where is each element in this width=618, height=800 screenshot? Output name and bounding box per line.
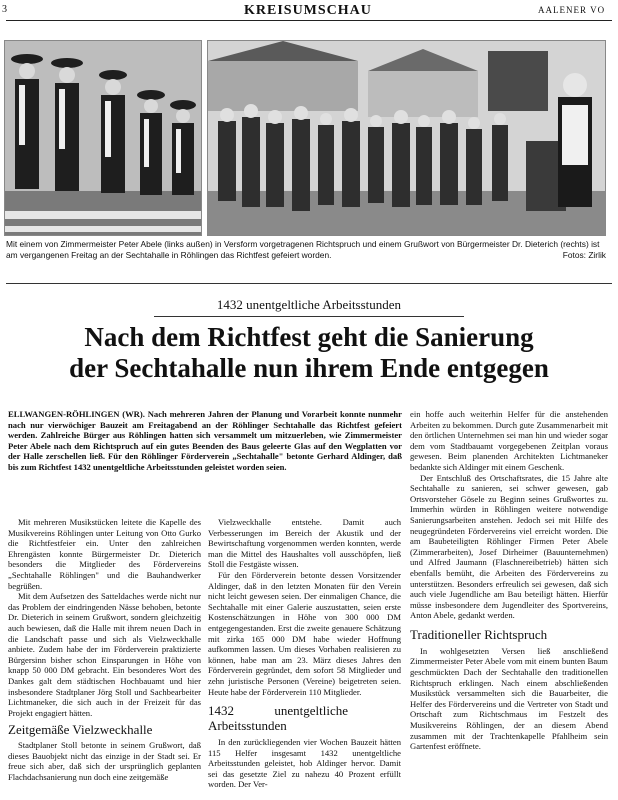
- body-paragraph: Mit mehreren Musikstücken leitete die Kapelle des Musikvereins Röhlingen unter Leitung von Otto Gurko die Richtfestfeier ein. Unter den zahlreichen Ehrengästen konnte Bürgermeister Dr. Dieterich besonders die Mitglieder des Fördervereins „Sechtahalle Röhlingen" und die Bauhandwerker begrüßen.: [8, 517, 201, 591]
- article-headline: [0, 322, 618, 384]
- photo-carpenters: [4, 40, 202, 236]
- page-number: 3: [2, 4, 7, 15]
- body-paragraph: In den zurückliegenden vier Wochen Bauzeit hätten 115 Helfer insgesamt 1432 unentgeltliche Arbeitsstunden geleistet, hob Aldinger hervor. Damit sei das gesetzte Ziel zu nahezu 40 Prozent erfüllt worden. Der Ver-: [208, 737, 401, 790]
- kicker-rule: [154, 316, 464, 317]
- headline-line-2: der Sechtahalle nun ihrem Ende entgegen: [69, 353, 549, 383]
- section-title: KREISUMSCHAU: [244, 3, 372, 18]
- article-column-1: [8, 517, 201, 783]
- body-paragraph: Für den Förderverein betonte dessen Vorsitzender Aldinger, daß in den letzten Monaten für den Verein nicht leicht gewesen seien. Der einmaligen Chance, die Sechtahalle mit einer Galerie auszustatten, seien erste Kostenschätzungen in Höhe von 300 000 DM entgegengestanden. Erst die zweite genauere Schätzung mit zirka 165 000 DM habe wieder Hoffnung aufkommen lassen. Um dieses Vorhaben realisieren zu können, habe man am 23. März dieses Jahres den Förderverein gegründet, dem sofort 58 Mitglieder und zehn juristische Personen (Vereine) beigetreten seien. Heute habe der Förderverein 110 Mitglieder.: [208, 569, 401, 697]
- newspaper-name: AALENER VO: [538, 5, 606, 15]
- body-paragraph: In wohlgesetzten Versen ließ anschließend Zimmermeister Peter Abele vom mit einem bunten Baum geschmückten Dach der Sechtahalle den traditionellen Richtspruch erklingen. Nach einem abschließenden Musikstück versammelten sich die Bauarbeiter, die Helfer des Fördervereins und die Vertreter von Stadt und Ortschaft zum Richtschmaus im Festzelt des Musikvereins Röhlingen, der an diesem Abend zusammen mit der Trachtenkapelle Pfahlheim sein Gartenfest eröffnete.: [410, 645, 608, 752]
- article-lead: ELLWANGEN-RÖHLINGEN (WR). Nach mehreren Jahren der Planung und Vorarbeit konnte nunmehr nach nur vierwöchiger Bauzeit am Freitagabend an der Röhlinger Sechtahalle das Richtfest gefeiert werden. Zahlreiche Bürger aus Röhlingen hatten sich versammelt um mitzuerleben, wie Zimmermeister Peter Abele nach dem Richtspruch auf ein gutes Beenden des Baus geleerte Glas auf den Wegplatten vor der Halle zerschellen ließ. Für den Röhlinger Förderverein „Sechtahalle" betonte Gerhard Aldinger, daß bis zum Richtfest 1432 unentgeltliche Arbeitsstunden geleistet worden seien.: [8, 409, 402, 472]
- article-column-3: [410, 409, 608, 752]
- photo-festival-guests: [207, 40, 606, 236]
- body-paragraph: Stadtplaner Stoll betonte in seinem Grußwort, daß dieses Bauobjekt nicht das einzige in der Stadt sei. Er freue sich aber, daß sich der ursprünglich geplanten Flachdachsanierung nun doch eine zeitgemäße: [8, 740, 201, 783]
- body-paragraph: ein hoffe auch weiterhin Helfer für die anstehenden Arbeiten zu bekommen. Durch gute Zusammenarbeit mit den örtlichen Unternehmen sei man hin und wieder sogar dem vom Stadtbauamt vorgegebenen Zeitplan voraus gewesen. Beim planenden Architekten Lichtmaneker bedankte sich Aldinger mit einem Geschenk.: [410, 409, 608, 472]
- subheading-richtspruch: Traditioneller Richtspruch: [410, 626, 548, 642]
- article-column-2: [208, 517, 401, 790]
- body-paragraph: Der Entschluß des Ortschaftsrates, die 15 Jahre alte Sechtahalle zu sanieren, sei schwer gewesen, gab Ortsvorsteher Gösele zu Beginn seines Grußwortes zu. Immerhin würden in Röhlingen weitere notwendige Sanierungsarbeiten anstehen. Jedoch sei mit Hilfe des neugegründeten Fördervereins viel erreicht worden. Die am Baubeteiligten Röhlinger Firmen Peter Abele (Zimmerarbeiten), Josef Dirheimer (Bauunternehmen) und Alfred Jaumann (Flaschnereibetrieb) hätten sich ebenfalls bemüht, die Arbeiten des Fördervereins zu unterstützen. Besonders erfreulich sei gewesen, daß sich auch viele Jugendliche am Bau beteiligt hätten. Hierfür müsse insbesondere dem Jugendleiter des Sportvereins, Anton Abele, gedankt werden.: [410, 472, 608, 621]
- body-paragraph: Vielzweckhalle entstehe. Damit auch Verbesserungen im Bereich der Akustik und der Bewirtschaftung vorgenommen werden konnten, werde man die Mittel des Haushaltes voll ausschöpfen, ließ Stoll die Festgäste wissen.: [208, 517, 401, 570]
- separator-rule: [6, 283, 612, 284]
- body-paragraph: Mit dem Aufsetzen des Satteldaches werde nicht nur das Problem der eindringenden Nässe behoben, betonte Dr. Dieterich in seinem Grußwort, sondern gleichzeitig auch bewiesen, daß die Halle mit ihrem neuen Dach in die Landschaft passe und sich als Vielzweckhalle anbiete. Zudem habe der im Förderverein praktizierte Bürgersinn bisher schon Einsparungen in Höhe von knapp 50 000 DM gebracht. Ein besonderes Wort des Dankes galt dem städtischen Hochbauamt und hier insbesondere Stadtplaner Jörg Stoll und Sachbearbeiter Lichtmaneker, die sich auch in der Freizeit für das Projekt engagiert hätten.: [8, 591, 201, 718]
- subheading-vielzweckhalle: Zeitgemäße Vielzweckhalle: [8, 722, 153, 738]
- headline-line-1: Nach dem Richtfest geht die Sanierung: [84, 322, 534, 352]
- caption-text: Mit einem von Zimmermeister Peter Abele (links außen) in Versform vorgetragenen Richtspruch und einem Grußwort von Bürgermeister Dr. Dieterich (rechts) ist am vergangenen Freitag an der Sechtahalle in Röhlingen das Richtfest gefeiert worden.: [6, 239, 600, 260]
- article-kicker: 1432 unentgeltliche Arbeitsstunden: [216, 297, 402, 312]
- header-rule: [6, 20, 612, 21]
- photo-credit: Fotos: Zirlik: [562, 250, 606, 260]
- photo-caption: [6, 239, 606, 261]
- subheading-arbeitsstunden: 1432 unentgeltliche Arbeitsstunden: [208, 703, 348, 734]
